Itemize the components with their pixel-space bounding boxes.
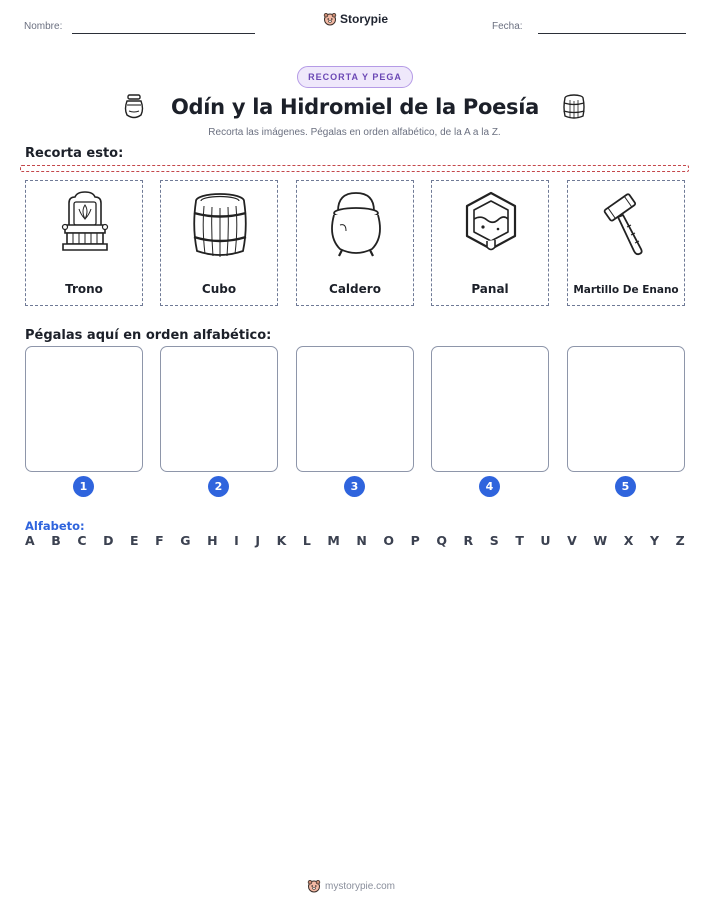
slot-number-5: 5	[615, 476, 636, 497]
card-label: Martillo De Enano	[573, 284, 679, 296]
footer-url: mystorypie.com	[325, 880, 396, 892]
storypie-mascot-icon	[323, 12, 337, 26]
alphabet-letter: L	[302, 533, 311, 548]
alphabet-letter: E	[130, 533, 139, 548]
brand-name: Storypie	[340, 12, 389, 26]
alphabet-letter: G	[180, 533, 191, 548]
alphabet-letter: M	[327, 533, 340, 548]
alphabet-letter: T	[515, 533, 524, 548]
cut-card-panal[interactable]	[431, 180, 549, 306]
honeycomb-icon	[461, 189, 521, 259]
cut-line	[20, 165, 689, 172]
paste-slot-3[interactable]	[296, 346, 414, 472]
alphabet-letter: H	[207, 533, 218, 548]
alphabet-letter: Z	[675, 533, 685, 548]
cut-card-martillo[interactable]	[567, 180, 685, 306]
alphabet-letter: R	[463, 533, 474, 548]
alphabet-letter: W	[593, 533, 608, 548]
alphabet-letter: S	[489, 533, 499, 548]
alphabet-letter: X	[623, 533, 634, 548]
alphabet-letter: D	[103, 533, 114, 548]
paste-section-heading: Pégalas aquí en orden alfabético:	[25, 328, 272, 343]
date-field-line[interactable]	[538, 33, 686, 34]
storypie-mascot-icon	[307, 879, 321, 893]
alphabet-heading: Alfabeto:	[25, 519, 85, 533]
cut-section-heading: Recorta esto:	[25, 146, 124, 161]
slot-number-2: 2	[208, 476, 229, 497]
footer	[307, 879, 395, 893]
instructions: Recorta las imágenes. Pégalas en orden alfabético, de la A a la Z.	[208, 127, 501, 138]
alphabet-letter: B	[51, 533, 61, 548]
card-label: Cubo	[201, 282, 237, 296]
alphabet-letter: U	[540, 533, 551, 548]
cut-card-cubo[interactable]	[160, 180, 278, 306]
slot-number-1: 1	[73, 476, 94, 497]
alphabet-letter: Y	[649, 533, 659, 548]
alphabet-letter: K	[276, 533, 287, 548]
alphabet-letter: N	[356, 533, 367, 548]
alphabet-letter: P	[410, 533, 420, 548]
alphabet-row	[25, 533, 685, 548]
brand-logo	[323, 12, 388, 26]
alphabet-letter: C	[77, 533, 87, 548]
name-label: Nombre:	[24, 21, 63, 32]
slot-number-4: 4	[479, 476, 500, 497]
cauldron-icon	[326, 189, 386, 259]
date-label: Fecha:	[492, 21, 523, 32]
mead-barrel-icon	[561, 93, 587, 121]
paste-slot-4[interactable]	[431, 346, 549, 472]
activity-badge: RECORTA Y PEGA	[297, 66, 413, 88]
slot-number-3: 3	[344, 476, 365, 497]
barrel-icon	[190, 189, 250, 259]
card-label: Caldero	[329, 282, 381, 296]
card-label: Panal	[471, 282, 509, 296]
alphabet-letter: V	[567, 533, 577, 548]
throne-icon	[55, 189, 115, 259]
card-label: Trono	[65, 282, 103, 296]
page-title: Odín y la Hidromiel de la Poesía	[170, 95, 540, 119]
cut-card-caldero[interactable]	[296, 180, 414, 306]
alphabet-letter: A	[25, 533, 35, 548]
alphabet-letter: Q	[436, 533, 447, 548]
paste-slot-5[interactable]	[567, 346, 685, 472]
alphabet-letter: I	[234, 533, 239, 548]
cut-card-trono[interactable]	[25, 180, 143, 306]
alphabet-letter: O	[383, 533, 395, 548]
paste-slot-2[interactable]	[160, 346, 278, 472]
alphabet-letter: F	[155, 533, 164, 548]
name-field-line[interactable]	[72, 33, 255, 34]
paste-slot-1[interactable]	[25, 346, 143, 472]
alphabet-letter: J	[255, 533, 260, 548]
hammer-icon	[597, 189, 657, 259]
